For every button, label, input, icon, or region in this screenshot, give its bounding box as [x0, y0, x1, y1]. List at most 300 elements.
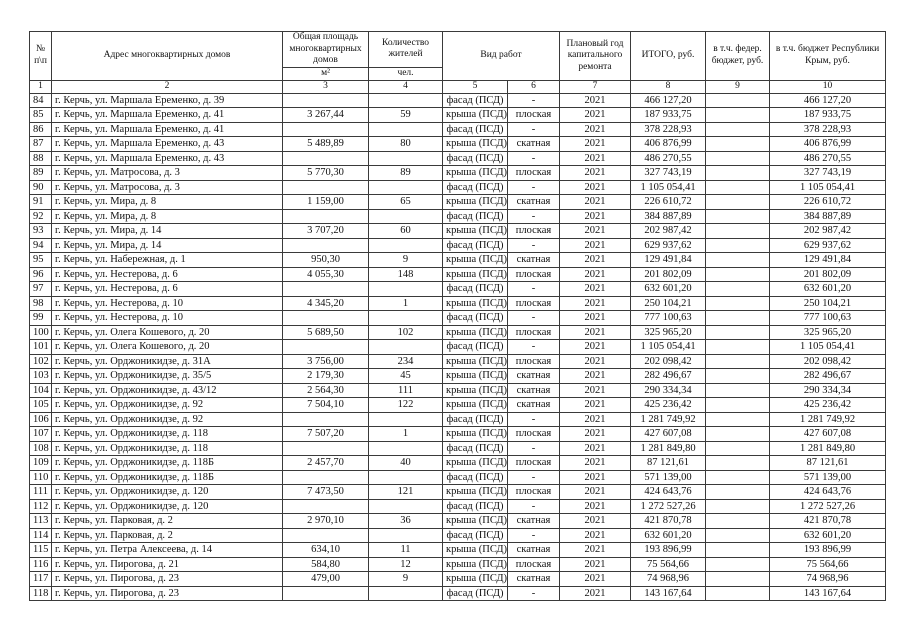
table-row	[30, 108, 886, 123]
cell-number: 107	[30, 427, 52, 442]
table-row	[30, 195, 886, 210]
cell-total: 75 564,66	[631, 557, 706, 572]
cell-number: 96	[30, 267, 52, 282]
cell-regional-budget: 1 105 054,41	[770, 180, 886, 195]
cell-federal-budget	[706, 238, 770, 253]
cell-number: 93	[30, 224, 52, 239]
table-row	[30, 572, 886, 587]
cell-roof-type: -	[508, 209, 560, 224]
table-row	[30, 514, 886, 529]
cell-address: г. Керчь, ул. Орджоникидзе, д. 118	[52, 441, 283, 456]
cell-regional-budget: 74 968,96	[770, 572, 886, 587]
table-row	[30, 340, 886, 355]
cell-planned-year: 2021	[560, 572, 631, 587]
column-number: 7	[560, 80, 631, 93]
cell-number: 87	[30, 137, 52, 152]
cell-number: 97	[30, 282, 52, 297]
header-area: Общая площадь многоквартирных домов	[283, 32, 369, 68]
cell-work-type: крыша (ПСД)	[443, 267, 508, 282]
cell-roof-type: скатная	[508, 253, 560, 268]
cell-planned-year: 2021	[560, 485, 631, 500]
cell-work-type: фасад (ПСД)	[443, 180, 508, 195]
table-row	[30, 441, 886, 456]
cell-address: г. Керчь, ул. Мира, д. 14	[52, 238, 283, 253]
cell-planned-year: 2021	[560, 325, 631, 340]
cell-planned-year: 2021	[560, 398, 631, 413]
cell-address: г. Керчь, ул. Орджоникидзе, д. 120	[52, 485, 283, 500]
cell-area: 4 345,20	[283, 296, 369, 311]
cell-number: 106	[30, 412, 52, 427]
table-row	[30, 311, 886, 326]
cell-residents	[369, 340, 443, 355]
cell-number: 95	[30, 253, 52, 268]
cell-regional-budget: 187 933,75	[770, 108, 886, 123]
cell-area: 2 457,70	[283, 456, 369, 471]
cell-work-type: крыша (ПСД)	[443, 543, 508, 558]
cell-area	[283, 151, 369, 166]
cell-roof-type: скатная	[508, 572, 560, 587]
cell-area: 2 179,30	[283, 369, 369, 384]
cell-residents	[369, 209, 443, 224]
cell-federal-budget	[706, 470, 770, 485]
cell-federal-budget	[706, 209, 770, 224]
cell-federal-budget	[706, 296, 770, 311]
cell-planned-year: 2021	[560, 296, 631, 311]
table-row	[30, 470, 886, 485]
cell-work-type: крыша (ПСД)	[443, 572, 508, 587]
cell-residents: 36	[369, 514, 443, 529]
cell-address: г. Керчь, ул. Олега Кошевого, д. 20	[52, 325, 283, 340]
cell-total: 193 896,99	[631, 543, 706, 558]
cell-total: 1 105 054,41	[631, 180, 706, 195]
cell-roof-type: скатная	[508, 195, 560, 210]
cell-residents	[369, 499, 443, 514]
cell-total: 250 104,21	[631, 296, 706, 311]
cell-address: г. Керчь, ул. Орджоникидзе, д. 118	[52, 427, 283, 442]
cell-residents: 65	[369, 195, 443, 210]
header-federal-budget: в т.ч. федер. бюджет, руб.	[706, 32, 770, 81]
column-number: 5	[443, 80, 508, 93]
cell-planned-year: 2021	[560, 586, 631, 601]
cell-roof-type: плоская	[508, 485, 560, 500]
cell-work-type: крыша (ПСД)	[443, 325, 508, 340]
table-row	[30, 557, 886, 572]
cell-address: г. Керчь, ул. Нестерова, д. 10	[52, 296, 283, 311]
cell-regional-budget: 466 127,20	[770, 93, 886, 108]
cell-roof-type: плоская	[508, 108, 560, 123]
table-row	[30, 209, 886, 224]
cell-work-type: фасад (ПСД)	[443, 238, 508, 253]
cell-regional-budget: 75 564,66	[770, 557, 886, 572]
cell-total: 290 334,34	[631, 383, 706, 398]
cell-total: 466 127,20	[631, 93, 706, 108]
cell-work-type: крыша (ПСД)	[443, 369, 508, 384]
cell-area	[283, 499, 369, 514]
cell-residents	[369, 238, 443, 253]
cell-total: 425 236,42	[631, 398, 706, 413]
cell-planned-year: 2021	[560, 151, 631, 166]
cell-planned-year: 2021	[560, 209, 631, 224]
table-row	[30, 325, 886, 340]
cell-work-type: крыша (ПСД)	[443, 383, 508, 398]
cell-residents: 9	[369, 253, 443, 268]
column-number: 4	[369, 80, 443, 93]
cell-federal-budget	[706, 514, 770, 529]
cell-regional-budget: 1 281 849,80	[770, 441, 886, 456]
cell-number: 84	[30, 93, 52, 108]
cell-roof-type: -	[508, 238, 560, 253]
cell-planned-year: 2021	[560, 166, 631, 181]
cell-total: 632 601,20	[631, 282, 706, 297]
cell-number: 101	[30, 340, 52, 355]
cell-number: 100	[30, 325, 52, 340]
cell-number: 104	[30, 383, 52, 398]
cell-address: г. Керчь, ул. Орджоникидзе, д. 35/5	[52, 369, 283, 384]
cell-area: 7 473,50	[283, 485, 369, 500]
cell-area	[283, 122, 369, 137]
cell-address: г. Керчь, ул. Матросова, д. 3	[52, 166, 283, 181]
cell-total: 143 167,64	[631, 586, 706, 601]
cell-roof-type: -	[508, 93, 560, 108]
cell-address: г. Керчь, ул. Парковая, д. 2	[52, 514, 283, 529]
cell-total: 129 491,84	[631, 253, 706, 268]
column-number: 10	[770, 80, 886, 93]
cell-regional-budget: 406 876,99	[770, 137, 886, 152]
cell-roof-type: скатная	[508, 543, 560, 558]
cell-roof-type: плоская	[508, 166, 560, 181]
cell-address: г. Керчь, ул. Маршала Еременко, д. 41	[52, 122, 283, 137]
cell-federal-budget	[706, 543, 770, 558]
cell-address: г. Керчь, ул. Мира, д. 14	[52, 224, 283, 239]
cell-roof-type: плоская	[508, 354, 560, 369]
cell-regional-budget: 282 496,67	[770, 369, 886, 384]
cell-planned-year: 2021	[560, 499, 631, 514]
cell-planned-year: 2021	[560, 354, 631, 369]
table-row	[30, 151, 886, 166]
cell-work-type: крыша (ПСД)	[443, 398, 508, 413]
cell-total: 406 876,99	[631, 137, 706, 152]
cell-address: г. Керчь, ул. Орджоникидзе, д. 92	[52, 412, 283, 427]
cell-federal-budget	[706, 253, 770, 268]
cell-roof-type: скатная	[508, 398, 560, 413]
cell-residents: 1	[369, 296, 443, 311]
cell-residents: 89	[369, 166, 443, 181]
cell-residents: 1	[369, 427, 443, 442]
cell-work-type: крыша (ПСД)	[443, 485, 508, 500]
cell-area: 950,30	[283, 253, 369, 268]
cell-work-type: крыша (ПСД)	[443, 108, 508, 123]
cell-work-type: крыша (ПСД)	[443, 137, 508, 152]
cell-number: 112	[30, 499, 52, 514]
cell-roof-type: -	[508, 151, 560, 166]
cell-regional-budget: 87 121,61	[770, 456, 886, 471]
table-row	[30, 412, 886, 427]
header-area-unit: м²	[283, 67, 369, 80]
cell-regional-budget: 143 167,64	[770, 586, 886, 601]
cell-area: 1 159,00	[283, 195, 369, 210]
cell-work-type: фасад (ПСД)	[443, 340, 508, 355]
cell-total: 777 100,63	[631, 311, 706, 326]
cell-roof-type: -	[508, 180, 560, 195]
cell-number: 108	[30, 441, 52, 456]
cell-total: 632 601,20	[631, 528, 706, 543]
table-row	[30, 224, 886, 239]
cell-regional-budget: 226 610,72	[770, 195, 886, 210]
cell-roof-type: плоская	[508, 557, 560, 572]
cell-roof-type: плоская	[508, 296, 560, 311]
cell-federal-budget	[706, 195, 770, 210]
cell-planned-year: 2021	[560, 282, 631, 297]
cell-planned-year: 2021	[560, 137, 631, 152]
cell-number: 105	[30, 398, 52, 413]
cell-number: 90	[30, 180, 52, 195]
table-row	[30, 180, 886, 195]
cell-roof-type: скатная	[508, 383, 560, 398]
cell-federal-budget	[706, 485, 770, 500]
cell-address: г. Керчь, ул. Петра Алексеева, д. 14	[52, 543, 283, 558]
cell-area: 5 770,30	[283, 166, 369, 181]
cell-federal-budget	[706, 441, 770, 456]
cell-residents	[369, 180, 443, 195]
cell-residents	[369, 586, 443, 601]
cell-federal-budget	[706, 412, 770, 427]
cell-roof-type: -	[508, 470, 560, 485]
cell-planned-year: 2021	[560, 412, 631, 427]
cell-regional-budget: 202 098,42	[770, 354, 886, 369]
cell-work-type: фасад (ПСД)	[443, 122, 508, 137]
cell-regional-budget: 1 281 749,92	[770, 412, 886, 427]
cell-roof-type: -	[508, 412, 560, 427]
cell-regional-budget: 486 270,55	[770, 151, 886, 166]
cell-work-type: фасад (ПСД)	[443, 441, 508, 456]
cell-area: 7 507,20	[283, 427, 369, 442]
cell-area	[283, 340, 369, 355]
header-regional-budget: в т.ч. бюджет Республики Крым, руб.	[770, 32, 886, 81]
table-row	[30, 354, 886, 369]
cell-number: 85	[30, 108, 52, 123]
cell-residents	[369, 122, 443, 137]
capital-repair-table	[29, 31, 886, 601]
cell-residents: 121	[369, 485, 443, 500]
cell-address: г. Керчь, ул. Орджоникидзе, д. 92	[52, 398, 283, 413]
cell-address: г. Керчь, ул. Парковая, д. 2	[52, 528, 283, 543]
cell-federal-budget	[706, 93, 770, 108]
cell-total: 1 105 054,41	[631, 340, 706, 355]
cell-planned-year: 2021	[560, 456, 631, 471]
cell-planned-year: 2021	[560, 557, 631, 572]
cell-address: г. Керчь, ул. Пирогова, д. 23	[52, 572, 283, 587]
cell-total: 378 228,93	[631, 122, 706, 137]
cell-number: 94	[30, 238, 52, 253]
cell-work-type: крыша (ПСД)	[443, 296, 508, 311]
cell-regional-budget: 629 937,62	[770, 238, 886, 253]
cell-residents: 45	[369, 369, 443, 384]
cell-total: 1 281 749,92	[631, 412, 706, 427]
cell-work-type: фасад (ПСД)	[443, 93, 508, 108]
cell-total: 87 121,61	[631, 456, 706, 471]
cell-planned-year: 2021	[560, 470, 631, 485]
cell-planned-year: 2021	[560, 383, 631, 398]
cell-work-type: фасад (ПСД)	[443, 282, 508, 297]
cell-planned-year: 2021	[560, 528, 631, 543]
header-total: ИТОГО, руб.	[631, 32, 706, 81]
cell-address: г. Керчь, ул. Пирогова, д. 23	[52, 586, 283, 601]
cell-federal-budget	[706, 354, 770, 369]
cell-planned-year: 2021	[560, 514, 631, 529]
cell-area: 7 504,10	[283, 398, 369, 413]
cell-total: 1 281 849,80	[631, 441, 706, 456]
cell-planned-year: 2021	[560, 340, 631, 355]
cell-address: г. Керчь, ул. Нестерова, д. 6	[52, 282, 283, 297]
cell-number: 109	[30, 456, 52, 471]
cell-address: г. Керчь, ул. Маршала Еременко, д. 43	[52, 151, 283, 166]
cell-federal-budget	[706, 282, 770, 297]
cell-total: 226 610,72	[631, 195, 706, 210]
table-row	[30, 456, 886, 471]
header-planned-year: Плановый год капитального ремонта	[560, 32, 631, 81]
cell-roof-type: скатная	[508, 137, 560, 152]
cell-residents: 59	[369, 108, 443, 123]
table-row	[30, 485, 886, 500]
header-number: № п\п	[30, 32, 52, 81]
cell-address: г. Керчь, ул. Олега Кошевого, д. 20	[52, 340, 283, 355]
cell-work-type: крыша (ПСД)	[443, 354, 508, 369]
cell-number: 92	[30, 209, 52, 224]
cell-regional-budget: 129 491,84	[770, 253, 886, 268]
cell-residents	[369, 93, 443, 108]
cell-residents	[369, 470, 443, 485]
cell-work-type: фасад (ПСД)	[443, 586, 508, 601]
table-row	[30, 499, 886, 514]
cell-regional-budget: 327 743,19	[770, 166, 886, 181]
cell-number: 99	[30, 311, 52, 326]
cell-residents	[369, 441, 443, 456]
cell-work-type: крыша (ПСД)	[443, 195, 508, 210]
cell-planned-year: 2021	[560, 180, 631, 195]
cell-number: 86	[30, 122, 52, 137]
cell-regional-budget: 325 965,20	[770, 325, 886, 340]
cell-residents: 234	[369, 354, 443, 369]
cell-area: 2 970,10	[283, 514, 369, 529]
cell-number: 116	[30, 557, 52, 572]
cell-roof-type: плоская	[508, 224, 560, 239]
cell-planned-year: 2021	[560, 122, 631, 137]
table-row	[30, 296, 886, 311]
cell-roof-type: скатная	[508, 514, 560, 529]
table-row	[30, 238, 886, 253]
cell-federal-budget	[706, 528, 770, 543]
cell-residents	[369, 282, 443, 297]
cell-residents: 122	[369, 398, 443, 413]
cell-planned-year: 2021	[560, 224, 631, 239]
cell-area	[283, 93, 369, 108]
cell-address: г. Керчь, ул. Нестерова, д. 6	[52, 267, 283, 282]
cell-residents: 12	[369, 557, 443, 572]
cell-work-type: крыша (ПСД)	[443, 427, 508, 442]
cell-regional-budget: 202 987,42	[770, 224, 886, 239]
cell-work-type: крыша (ПСД)	[443, 557, 508, 572]
cell-work-type: крыша (ПСД)	[443, 456, 508, 471]
cell-federal-budget	[706, 398, 770, 413]
cell-federal-budget	[706, 325, 770, 340]
cell-total: 187 933,75	[631, 108, 706, 123]
cell-planned-year: 2021	[560, 108, 631, 123]
table-row	[30, 282, 886, 297]
header-address: Адрес многоквартирных домов	[52, 32, 283, 81]
cell-number: 117	[30, 572, 52, 587]
cell-area	[283, 209, 369, 224]
cell-area: 4 055,30	[283, 267, 369, 282]
cell-number: 114	[30, 528, 52, 543]
cell-total: 202 098,42	[631, 354, 706, 369]
cell-roof-type: -	[508, 340, 560, 355]
cell-planned-year: 2021	[560, 195, 631, 210]
table-row	[30, 137, 886, 152]
cell-federal-budget	[706, 267, 770, 282]
cell-total: 629 937,62	[631, 238, 706, 253]
cell-regional-budget: 290 334,34	[770, 383, 886, 398]
cell-total: 325 965,20	[631, 325, 706, 340]
cell-work-type: крыша (ПСД)	[443, 224, 508, 239]
cell-regional-budget: 201 802,09	[770, 267, 886, 282]
cell-regional-budget: 427 607,08	[770, 427, 886, 442]
cell-address: г. Керчь, ул. Пирогова, д. 21	[52, 557, 283, 572]
cell-federal-budget	[706, 311, 770, 326]
cell-federal-budget	[706, 456, 770, 471]
cell-number: 118	[30, 586, 52, 601]
cell-area: 3 267,44	[283, 108, 369, 123]
cell-work-type: фасад (ПСД)	[443, 470, 508, 485]
cell-address: г. Керчь, ул. Мира, д. 8	[52, 209, 283, 224]
cell-area	[283, 586, 369, 601]
cell-planned-year: 2021	[560, 267, 631, 282]
cell-address: г. Керчь, ул. Мира, д. 8	[52, 195, 283, 210]
column-number: 6	[508, 80, 560, 93]
cell-address: г. Керчь, ул. Матросова, д. 3	[52, 180, 283, 195]
cell-total: 202 987,42	[631, 224, 706, 239]
cell-regional-budget: 632 601,20	[770, 528, 886, 543]
column-number: 9	[706, 80, 770, 93]
cell-federal-budget	[706, 122, 770, 137]
cell-residents: 80	[369, 137, 443, 152]
cell-federal-budget	[706, 166, 770, 181]
cell-roof-type: -	[508, 122, 560, 137]
cell-federal-budget	[706, 383, 770, 398]
cell-area: 479,00	[283, 572, 369, 587]
column-number-row	[30, 80, 886, 93]
cell-residents: 11	[369, 543, 443, 558]
cell-total: 327 743,19	[631, 166, 706, 181]
cell-number: 113	[30, 514, 52, 529]
table-row	[30, 93, 886, 108]
cell-area: 5 689,50	[283, 325, 369, 340]
cell-federal-budget	[706, 572, 770, 587]
cell-regional-budget: 250 104,21	[770, 296, 886, 311]
cell-federal-budget	[706, 586, 770, 601]
table-row	[30, 543, 886, 558]
cell-regional-budget: 421 870,78	[770, 514, 886, 529]
column-number: 3	[283, 80, 369, 93]
cell-residents: 40	[369, 456, 443, 471]
column-number: 1	[30, 80, 52, 93]
cell-residents	[369, 311, 443, 326]
cell-address: г. Керчь, ул. Орджоникидзе, д. 43/12	[52, 383, 283, 398]
cell-roof-type: плоская	[508, 456, 560, 471]
cell-total: 74 968,96	[631, 572, 706, 587]
cell-address: г. Керчь, ул. Маршала Еременко, д. 39	[52, 93, 283, 108]
cell-total: 486 270,55	[631, 151, 706, 166]
table-body	[30, 93, 886, 601]
